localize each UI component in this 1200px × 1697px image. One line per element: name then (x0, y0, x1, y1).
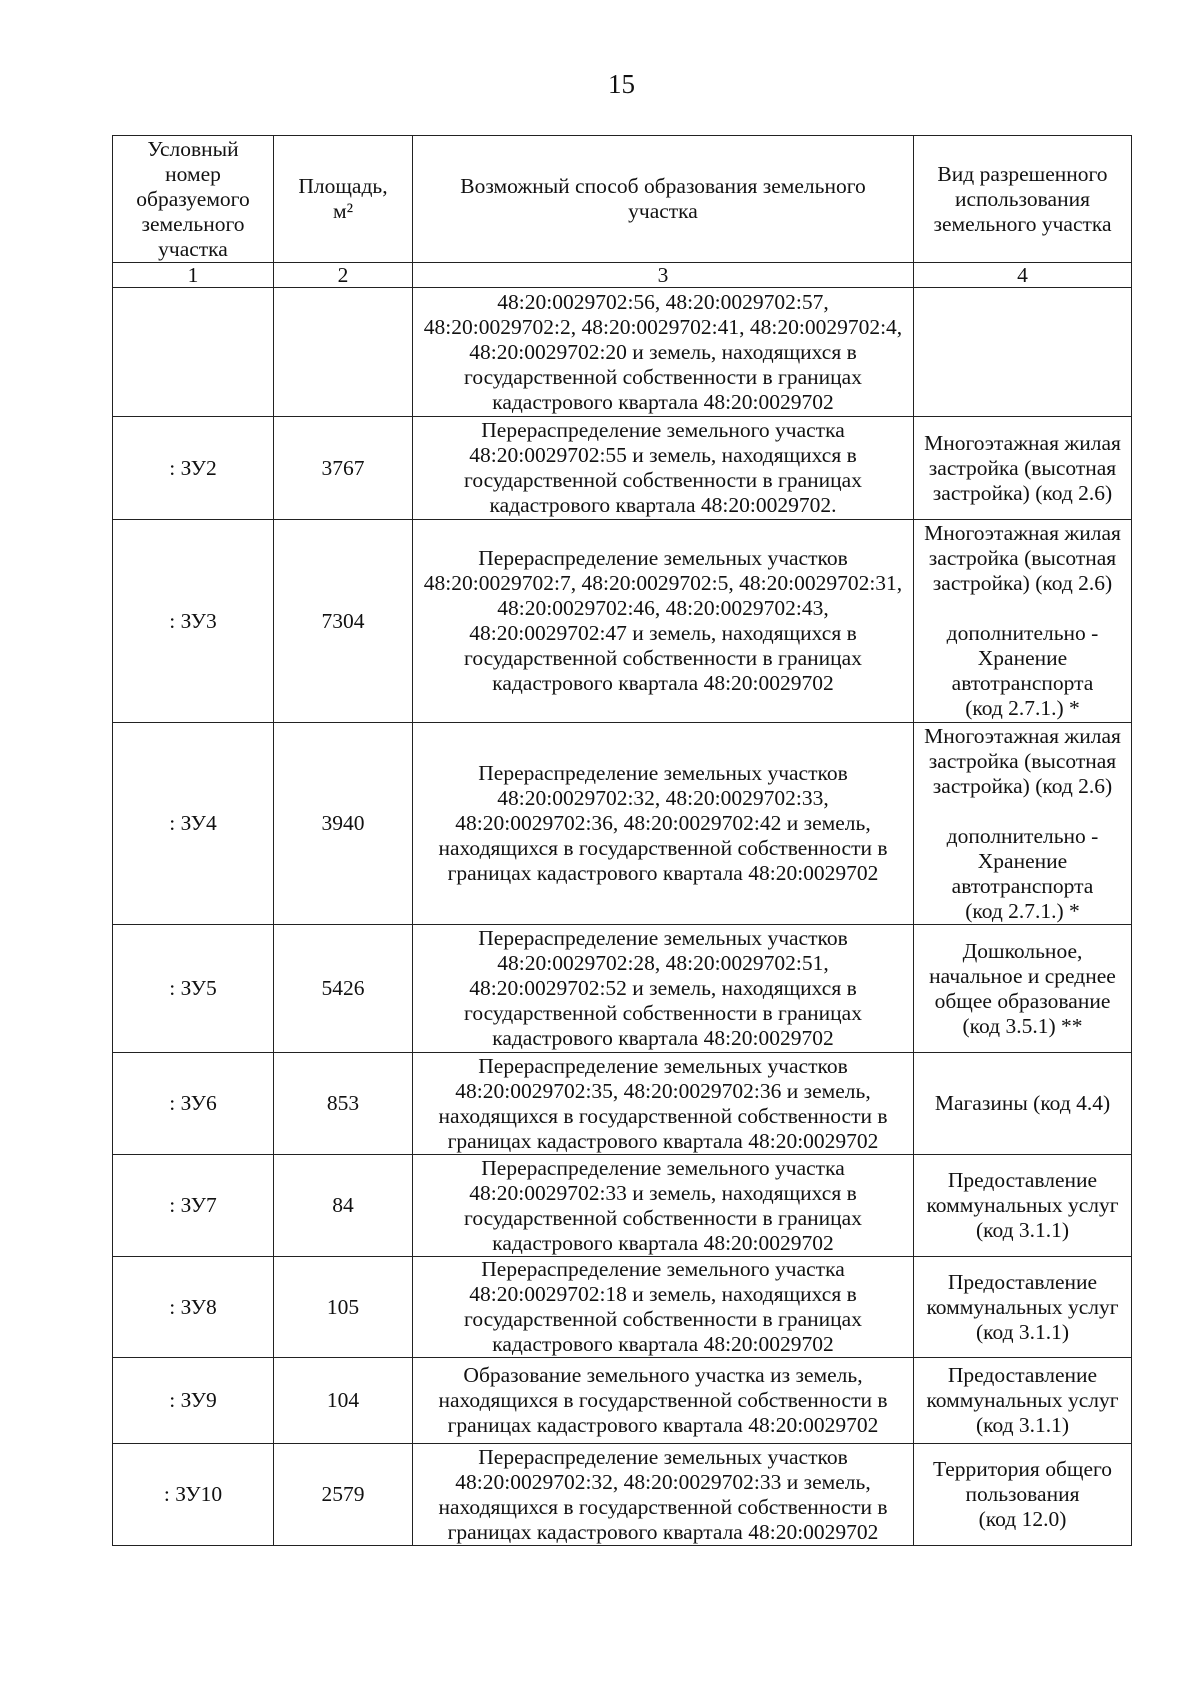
permitted-use-cell: Многоэтажная жилая застройка (высотная застройка) (код 2.6) дополнительно - Хранение автотранспорта (код 2.7.1.) * (914, 723, 1132, 925)
plot-number-cell (113, 288, 274, 417)
header-formation-method: Возможный способ образования земельного участка (413, 136, 914, 263)
formation-method-cell: Образование земельного участка из земель, находящихся в государственной собственности в границах кадастрового квартала 48:20:0029702 (413, 1358, 914, 1444)
table-row (113, 1358, 1132, 1444)
area-cell (274, 288, 413, 417)
area-cell: 2579 (274, 1444, 413, 1546)
land-plots-table (112, 135, 1132, 1546)
permitted-use-cell: Дошкольное, начальное и среднее общее образование (код 3.5.1) ** (914, 925, 1132, 1053)
table-row (113, 723, 1132, 925)
table-row (113, 1444, 1132, 1546)
plot-number-cell: : ЗУ8 (113, 1257, 274, 1358)
table-row (113, 1257, 1132, 1358)
plot-number-cell: : ЗУ5 (113, 925, 274, 1053)
header-permitted-use: Вид разрешенного использования земельного участка (914, 136, 1132, 263)
formation-method-cell: Перераспределение земельного участка 48:20:0029702:18 и земель, находящихся в государственной собственности в границах кадастрового квартала 48:20:0029702 (413, 1257, 914, 1358)
table-row (113, 1155, 1132, 1257)
table-row (113, 520, 1132, 723)
permitted-use-cell: Предоставление коммунальных услуг (код 3.1.1) (914, 1155, 1132, 1257)
column-number-cell: 1 (113, 263, 274, 288)
permitted-use-cell: Территория общего пользования (код 12.0) (914, 1444, 1132, 1546)
column-number-cell: 4 (914, 263, 1132, 288)
formation-method-cell: Перераспределение земельных участков 48:20:0029702:28, 48:20:0029702:51, 48:20:0029702:52 и земель, находящихся в государственной собственности в границах кадастрового квартала 48:20:0029702 (413, 925, 914, 1053)
table-row (113, 417, 1132, 520)
permitted-use-cell: Магазины (код 4.4) (914, 1053, 1132, 1155)
plot-number-cell: : ЗУ4 (113, 723, 274, 925)
plot-number-cell: : ЗУ6 (113, 1053, 274, 1155)
permitted-use-cell: Предоставление коммунальных услуг (код 3.1.1) (914, 1257, 1132, 1358)
formation-method-cell: Перераспределение земельного участка 48:20:0029702:33 и земель, находящихся в государственной собственности в границах кадастрового квартала 48:20:0029702 (413, 1155, 914, 1257)
formation-method-cell: Перераспределение земельных участков 48:20:0029702:32, 48:20:0029702:33 и земель, находящихся в государственной собственности в границах кадастрового квартала 48:20:0029702 (413, 1444, 914, 1546)
plot-number-cell: : ЗУ3 (113, 520, 274, 723)
column-numbers-row (113, 263, 1132, 288)
formation-method-cell: Перераспределение земельных участков 48:20:0029702:7, 48:20:0029702:5, 48:20:0029702:31, 48:20:0029702:46, 48:20:0029702:43, 48:20:0029702:47 и земель, находящихся в государственной собственности в границах кадастрового квартала 48:20:0029702 (413, 520, 914, 723)
permitted-use-cell (914, 288, 1132, 417)
formation-method-cell: 48:20:0029702:56, 48:20:0029702:57, 48:20:0029702:2, 48:20:0029702:41, 48:20:0029702:4, 48:20:0029702:20 и земель, находящихся в государственной собственности в границах кадастрового квартала 48:20:0029702 (413, 288, 914, 417)
area-cell: 84 (274, 1155, 413, 1257)
permitted-use-cell: Многоэтажная жилая застройка (высотная застройка) (код 2.6) дополнительно - Хранение автотранспорта (код 2.7.1.) * (914, 520, 1132, 723)
area-cell: 104 (274, 1358, 413, 1444)
plot-number-cell: : ЗУ10 (113, 1444, 274, 1546)
permitted-use-cell: Предоставление коммунальных услуг (код 3.1.1) (914, 1358, 1132, 1444)
formation-method-cell: Перераспределение земельного участка 48:20:0029702:55 и земель, находящихся в государственной собственности в границах кадастрового квартала 48:20:0029702. (413, 417, 914, 520)
column-number-cell: 2 (274, 263, 413, 288)
table-row (113, 1053, 1132, 1155)
formation-method-cell: Перераспределение земельных участков 48:20:0029702:32, 48:20:0029702:33, 48:20:0029702:36, 48:20:0029702:42 и земель, находящихся в государственной собственности в границах кадастрового квартала 48:20:0029702 (413, 723, 914, 925)
table-row (113, 288, 1132, 417)
permitted-use-cell: Многоэтажная жилая застройка (высотная застройка) (код 2.6) (914, 417, 1132, 520)
plot-number-cell: : ЗУ2 (113, 417, 274, 520)
area-cell: 5426 (274, 925, 413, 1053)
plot-number-cell: : ЗУ7 (113, 1155, 274, 1257)
area-cell: 3940 (274, 723, 413, 925)
area-cell: 853 (274, 1053, 413, 1155)
area-cell: 105 (274, 1257, 413, 1358)
column-number-cell: 3 (413, 263, 914, 288)
header-area: Площадь, м² (274, 136, 413, 263)
area-cell: 3767 (274, 417, 413, 520)
page-number: 15 (608, 69, 635, 99)
table-header-row (113, 136, 1132, 263)
header-plot-number: Условный номер образуемого земельного участка (113, 136, 274, 263)
plot-number-cell: : ЗУ9 (113, 1358, 274, 1444)
area-cell: 7304 (274, 520, 413, 723)
formation-method-cell: Перераспределение земельных участков 48:20:0029702:35, 48:20:0029702:36 и земель, находящихся в государственной собственности в границах кадастрового квартала 48:20:0029702 (413, 1053, 914, 1155)
table-row (113, 925, 1132, 1053)
